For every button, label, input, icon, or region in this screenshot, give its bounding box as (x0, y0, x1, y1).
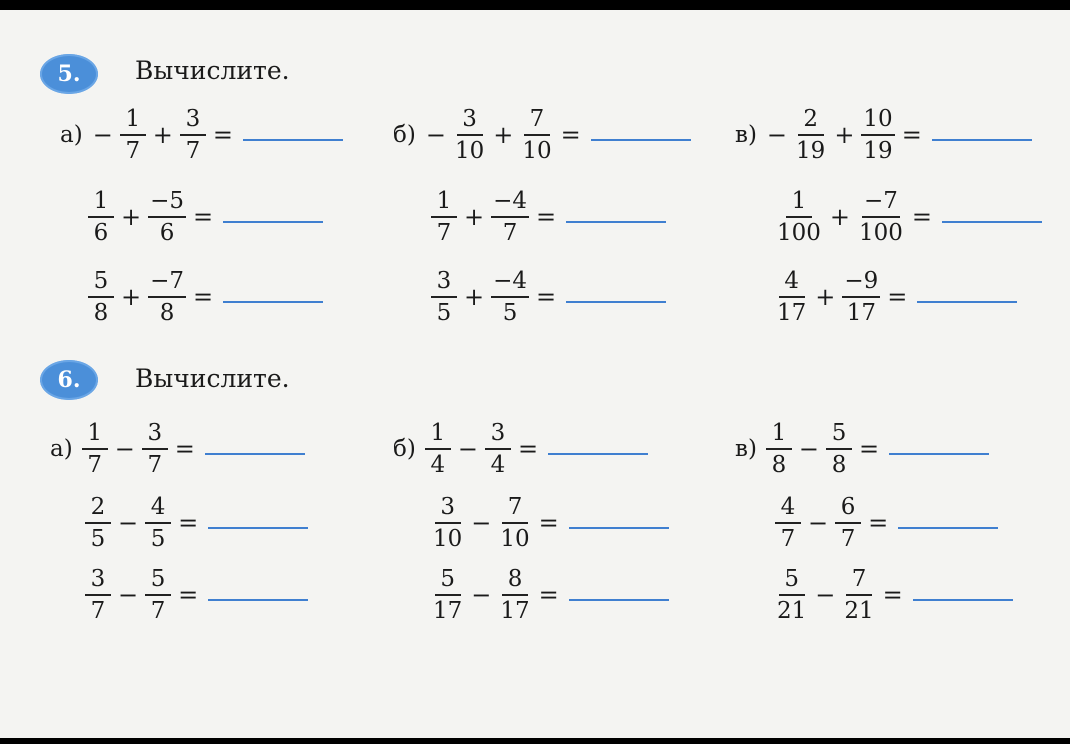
fraction: $\frac{1}{8}$ (766, 418, 792, 480)
fraction: $\frac{1}{100}$ (777, 188, 821, 246)
equals-sign: = (882, 581, 903, 609)
column-label: б) (393, 122, 416, 148)
operator: + (815, 283, 836, 311)
task-6-title: Вычислите. (135, 364, 290, 393)
fraction: $\frac{3}{5}$ (431, 266, 457, 328)
operator: + (464, 203, 485, 231)
answer-blank[interactable] (223, 221, 323, 223)
answer-blank[interactable] (942, 221, 1042, 223)
fraction: $\frac{3}{10}$ (433, 494, 463, 552)
fraction: $\frac{-4}{7}$ (493, 188, 528, 246)
fraction: $\frac{5}{7}$ (145, 564, 171, 626)
answer-blank[interactable] (569, 599, 669, 601)
fraction: $\frac{-7}{8}$ (150, 268, 185, 326)
answer-blank[interactable] (932, 139, 1032, 141)
answer-blank[interactable] (569, 527, 669, 529)
operator: − (815, 581, 836, 609)
fraction: $\frac{7}{21}$ (844, 566, 874, 624)
task-5-c-row-3 (772, 262, 1017, 332)
column-label: в) (735, 122, 757, 148)
fraction: $\frac{8}{17}$ (500, 566, 530, 624)
operator: − (118, 509, 139, 537)
operator: − (808, 509, 829, 537)
fraction: $\frac{3}{7}$ (85, 564, 111, 626)
fraction: $\frac{1}{4}$ (425, 418, 451, 480)
operator: + (829, 203, 851, 231)
operator: + (464, 283, 485, 311)
equals-sign: = (901, 121, 922, 149)
task-6-b-row-1 (393, 414, 648, 484)
equals-sign: = (174, 435, 195, 463)
answer-blank[interactable] (548, 453, 648, 455)
task-6-badge (40, 360, 98, 400)
fraction: $\frac{5}{17}$ (433, 566, 463, 624)
answer-blank[interactable] (591, 139, 691, 141)
task-5-title: Вычислите. (135, 56, 290, 85)
task-5-c-row-1 (735, 100, 1032, 170)
fraction: $\frac{3}{10}$ (454, 106, 485, 164)
fraction: $\frac{4}{7}$ (775, 492, 801, 554)
equals-sign: = (536, 283, 557, 311)
fraction: $\frac{-5}{6}$ (150, 188, 185, 246)
task-6-a-row-3 (82, 560, 308, 630)
task-5-number: 5. (57, 61, 81, 87)
column-label: а) (60, 122, 83, 148)
fraction: $\frac{4}{17}$ (777, 268, 807, 326)
worksheet-page (0, 10, 1070, 738)
operator: − (114, 435, 135, 463)
task-5-a-row-3 (85, 262, 323, 332)
fraction: $\frac{3}{4}$ (485, 418, 511, 480)
answer-blank[interactable] (913, 599, 1013, 601)
fraction: $\frac{5}{8}$ (826, 418, 852, 480)
equals-sign: = (868, 509, 889, 537)
fraction: $\frac{3}{7}$ (180, 104, 206, 166)
fraction: $\frac{1}{6}$ (88, 186, 114, 248)
column-label: б) (393, 436, 416, 462)
operator: − (471, 509, 492, 537)
operator: − (471, 581, 492, 609)
operator: + (834, 121, 855, 149)
fraction: $\frac{5}{8}$ (88, 266, 114, 328)
fraction: $\frac{6}{7}$ (835, 492, 861, 554)
task-6-c-row-3 (772, 560, 1013, 630)
task-5-b-row-2 (428, 182, 666, 252)
fraction: $\frac{1}{7}$ (120, 104, 146, 166)
fraction: $\frac{2}{19}$ (796, 106, 826, 164)
equals-sign: = (536, 203, 557, 231)
operator: + (121, 203, 142, 231)
bottom-black-bar (0, 738, 1070, 744)
answer-blank[interactable] (898, 527, 998, 529)
fraction: $\frac{7}{10}$ (500, 494, 530, 552)
fraction: $\frac{-4}{5}$ (493, 268, 528, 326)
fraction: $\frac{4}{5}$ (145, 492, 171, 554)
task-6-number: 6. (57, 367, 81, 393)
answer-blank[interactable] (223, 301, 323, 303)
answer-blank[interactable] (917, 301, 1017, 303)
task-5-c-row-2 (772, 182, 1042, 252)
task-5-a-row-2 (85, 182, 323, 252)
fraction: $\frac{-7}{100}$ (859, 188, 903, 246)
operator: + (121, 283, 142, 311)
operator: − (798, 435, 820, 463)
equals-sign: = (560, 121, 581, 149)
operator: + (493, 121, 514, 149)
operator: − (457, 435, 478, 463)
equals-sign: = (911, 203, 933, 231)
fraction: $\frac{-9}{17}$ (844, 268, 879, 326)
fraction: $\frac{3}{7}$ (142, 418, 168, 480)
equals-sign: = (859, 435, 880, 463)
task-5-b-row-3 (428, 262, 666, 332)
answer-blank[interactable] (208, 599, 308, 601)
fraction: $\frac{5}{21}$ (777, 566, 807, 624)
answer-blank[interactable] (889, 453, 989, 455)
equals-sign: = (887, 283, 908, 311)
equals-sign: = (193, 283, 214, 311)
answer-blank[interactable] (205, 453, 305, 455)
answer-blank[interactable] (566, 301, 666, 303)
answer-blank[interactable] (243, 139, 343, 141)
fraction: $\frac{10}{19}$ (863, 106, 893, 164)
sign: − (92, 121, 113, 149)
sign: − (425, 121, 446, 149)
answer-blank[interactable] (566, 221, 666, 223)
equals-sign: = (178, 581, 199, 609)
fraction: $\frac{7}{10}$ (522, 106, 552, 164)
equals-sign: = (212, 121, 234, 149)
column-label: а) (50, 436, 73, 462)
fraction: $\frac{2}{5}$ (85, 492, 111, 554)
operator: − (118, 581, 139, 609)
fraction: $\frac{1}{7}$ (82, 418, 108, 480)
fraction: $\frac{1}{7}$ (431, 186, 457, 248)
task-5-a-row-1 (60, 100, 343, 170)
task-6-c-row-1 (735, 414, 989, 484)
column-label: в) (735, 436, 757, 462)
equals-sign: = (538, 581, 559, 609)
task-6-b-row-2 (428, 488, 669, 558)
equals-sign: = (517, 435, 539, 463)
task-6-c-row-2 (772, 488, 998, 558)
equals-sign: = (193, 203, 214, 231)
equals-sign: = (178, 509, 199, 537)
operator: + (152, 121, 173, 149)
sign: − (766, 121, 788, 149)
task-6-b-row-3 (428, 560, 669, 630)
task-5-b-row-1 (393, 100, 691, 170)
task-6-a-row-1 (50, 414, 305, 484)
answer-blank[interactable] (208, 527, 308, 529)
equals-sign: = (538, 509, 559, 537)
task-5-badge (40, 54, 98, 94)
task-6-a-row-2 (82, 488, 308, 558)
